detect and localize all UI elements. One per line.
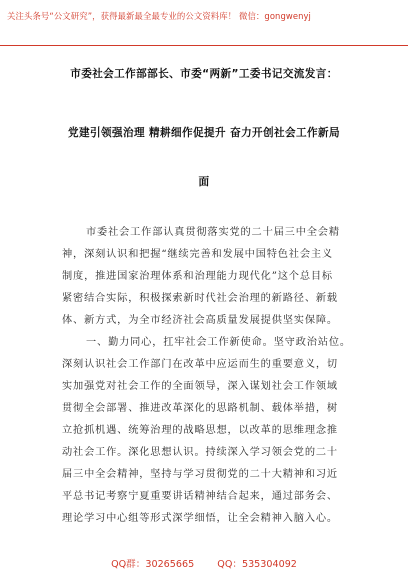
body-line: 一、勤力同心，扛牢社会工作新使命。坚守政治站位。 xyxy=(86,337,351,348)
body-line: 神，深刻认识和把握“继续完善和发展中国特色社会主义 xyxy=(62,249,333,260)
header-banner xyxy=(0,0,408,46)
body-line: 平总书记考察宁夏重要讲话精神结合起来，通过部务会、 xyxy=(62,491,338,502)
body-line: 紧密结合实际，积极探索新时代社会治理的新路径、新载 xyxy=(62,293,338,304)
header-promo-text: 关注头条号“公文研究”，获得最新最全最专业的公文资料库！ 微信：gongwenyj xyxy=(7,11,311,21)
body-line: 立抢抓机遇、统筹治理的战略思想，以改革的思维理念推 xyxy=(62,425,338,436)
footer-qq-group: QQ群：30265665 xyxy=(111,559,195,570)
body-line: 制度，推进国家治理体系和治理能力现代化”这个总目标 xyxy=(62,271,333,282)
body-line: 体、新方式，为全市经济社会高质量发展提供坚实保障。 xyxy=(62,315,338,326)
body-line: 市委社会工作部认真贯彻落实党的二十届三中全会精 xyxy=(86,227,340,238)
footer-qq-number: QQ：535304092 xyxy=(217,559,297,570)
body-line: 实加强党对社会工作的全面领导，深入谋划社会工作领域 xyxy=(62,381,338,392)
body-line: 深刻认识社会工作部门在改革中应运而生的重要意义，切 xyxy=(62,359,338,370)
document-title-line-3: 面 xyxy=(198,176,210,188)
document-title-line-1: 市委社会工作部部长、市委“两新”工委书记交流发言： xyxy=(70,68,338,80)
body-line: 贯彻全会部署、推进改革深化的思路机制、载体举措，树 xyxy=(62,403,338,414)
footer-contact xyxy=(0,556,408,570)
body-line: 届三中全会精神，坚持与学习贯彻党的二十大精神和习近 xyxy=(62,469,338,480)
document-title-line-2: 党建引领强治理 精耕细作促提升 奋力开创社会工作新局 xyxy=(67,127,341,139)
body-line: 动社会工作。深化思想认识。持续深入学习领会党的二十 xyxy=(62,447,338,458)
body-line: 理论学习中心组等形式深学细悟，让全会精神入脑入心。 xyxy=(62,513,338,524)
